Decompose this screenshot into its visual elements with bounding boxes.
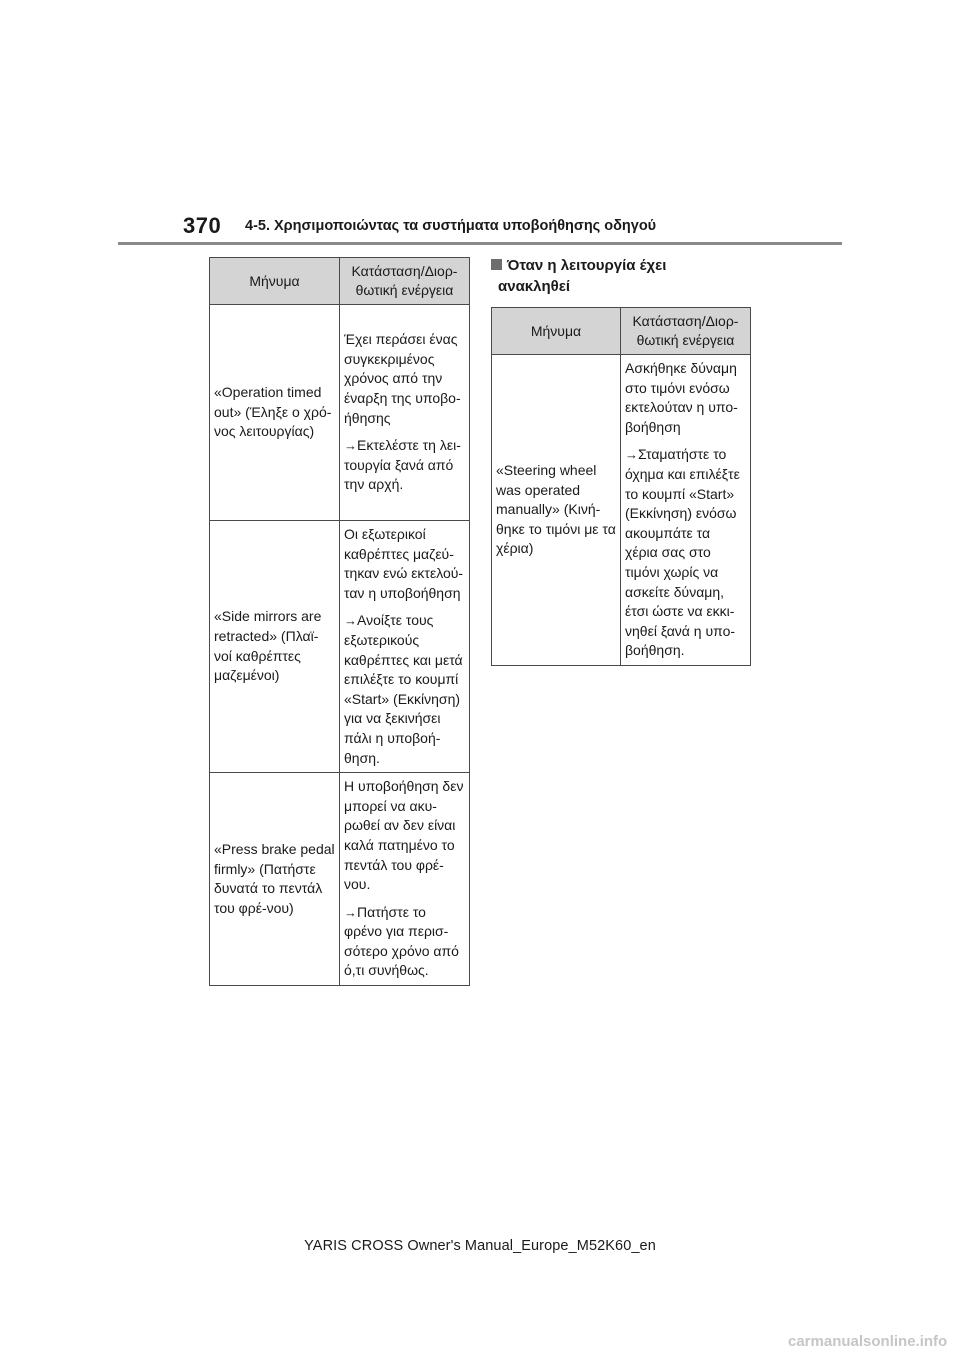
action-text — [344, 903, 465, 981]
arrow-right-icon: → — [344, 904, 357, 920]
section-title: 4-5. Χρησιμοποιώντας τα συστήματα υποβοήθησης οδηγού — [245, 218, 657, 234]
arrow-right-icon: → — [625, 447, 638, 463]
action-text — [344, 611, 465, 768]
table-header-row — [492, 308, 751, 355]
action-label: Εκτελέστε τη λει-τουργία ξανά από την αρχή. — [344, 437, 461, 493]
message-cell: «Side mirrors are retracted» (Πλαϊ-νοί καθρέπτες μαζεμένοι) — [210, 521, 340, 773]
action-text — [344, 436, 465, 495]
watermark: carmanualsonline.info — [788, 1333, 948, 1350]
column-header-message: Μήνυμα — [492, 308, 621, 355]
action-text — [625, 445, 746, 661]
message-cell: «Operation timed out» (Έληξε ο χρό-νος λειτουργίας) — [210, 305, 340, 521]
table-header-row — [210, 258, 470, 305]
table-row — [210, 305, 470, 521]
arrow-right-icon: → — [344, 613, 357, 629]
square-bullet-icon — [491, 259, 502, 270]
column-header-message: Μήνυμα — [210, 258, 340, 305]
messages-table — [209, 257, 470, 986]
state-cell — [621, 355, 751, 666]
state-cell — [340, 773, 470, 986]
arrow-right-icon: → — [344, 438, 357, 454]
column-header-state-line1: Κατάσταση/Διορ- — [632, 313, 739, 329]
message-cell: «Press brake pedal firmly» (Πατήστε δυνατά το πεντάλ του φρέ-νου) — [210, 773, 340, 986]
action-label: Ανοίξτε τους εξωτερικούς καθρέπτες και μετά επιλέξτε το κουμπί «Start» (Εκκίνηση) για να ξεκινήσει πάλι η υποβοή-θηση. — [344, 612, 463, 766]
recall-section-heading — [491, 255, 751, 297]
recall-messages-table — [491, 307, 751, 666]
recall-heading-line1: Όταν η λειτουργία έχει — [507, 257, 667, 274]
page-number: 370 — [183, 213, 222, 238]
table-row — [492, 355, 751, 666]
table-row — [210, 773, 470, 986]
message-cell: «Steering wheel was operated manually» (Κινή-θηκε το τιμόνι με τα χέρια) — [492, 355, 621, 666]
column-header-state-line1: Κατάσταση/Διορ- — [351, 263, 458, 279]
column-header-state — [621, 308, 751, 355]
state-cell — [340, 305, 470, 521]
header-rule — [118, 242, 842, 245]
state-cell — [340, 521, 470, 773]
action-label: Σταματήστε το όχημα και επιλέξτε το κουμπί «Start» (Εκκίνηση) ενόσω ακουμπάτε τα χέρια σας στο τιμόνι χωρίς να ασκείτε δύναμη, έτσι ώστε να εκκι-νηθεί ξανά η υπο-βοήθηση. — [625, 446, 740, 659]
column-header-state-line2: θωτική ενέργεια — [355, 282, 454, 298]
recall-heading-line2: ανακληθεί — [498, 278, 571, 295]
footer-manual-id: YARIS CROSS Owner's Manual_Europe_M52K60_en — [304, 1238, 656, 1254]
table-row — [210, 521, 470, 773]
state-text: Έχει περάσει ένας συγκεκριμένος χρόνος από την έναρξη της υποβο-ήθησης — [344, 331, 461, 426]
state-text: Ασκήθηκε δύναμη στο τιμόνι ενόσω εκτελούταν η υπο-βοήθηση — [625, 360, 738, 435]
column-header-state-line2: θωτική ενέργεια — [636, 332, 735, 348]
column-header-state — [340, 258, 470, 305]
action-label: Πατήστε το φρένο για περισ-σότερο χρόνο από ό,τι συνήθως. — [344, 903, 459, 979]
state-text: Οι εξωτερικοί καθρέπτες μαζεύ-τηκαν ενώ εκτελού-ταν η υποβοήθηση — [344, 526, 464, 601]
state-text: Η υποβοήθηση δεν μπορεί να ακυ-ρωθεί αν δεν είναι καλά πατημένο το πεντάλ του φρέ-νου. — [344, 778, 464, 893]
